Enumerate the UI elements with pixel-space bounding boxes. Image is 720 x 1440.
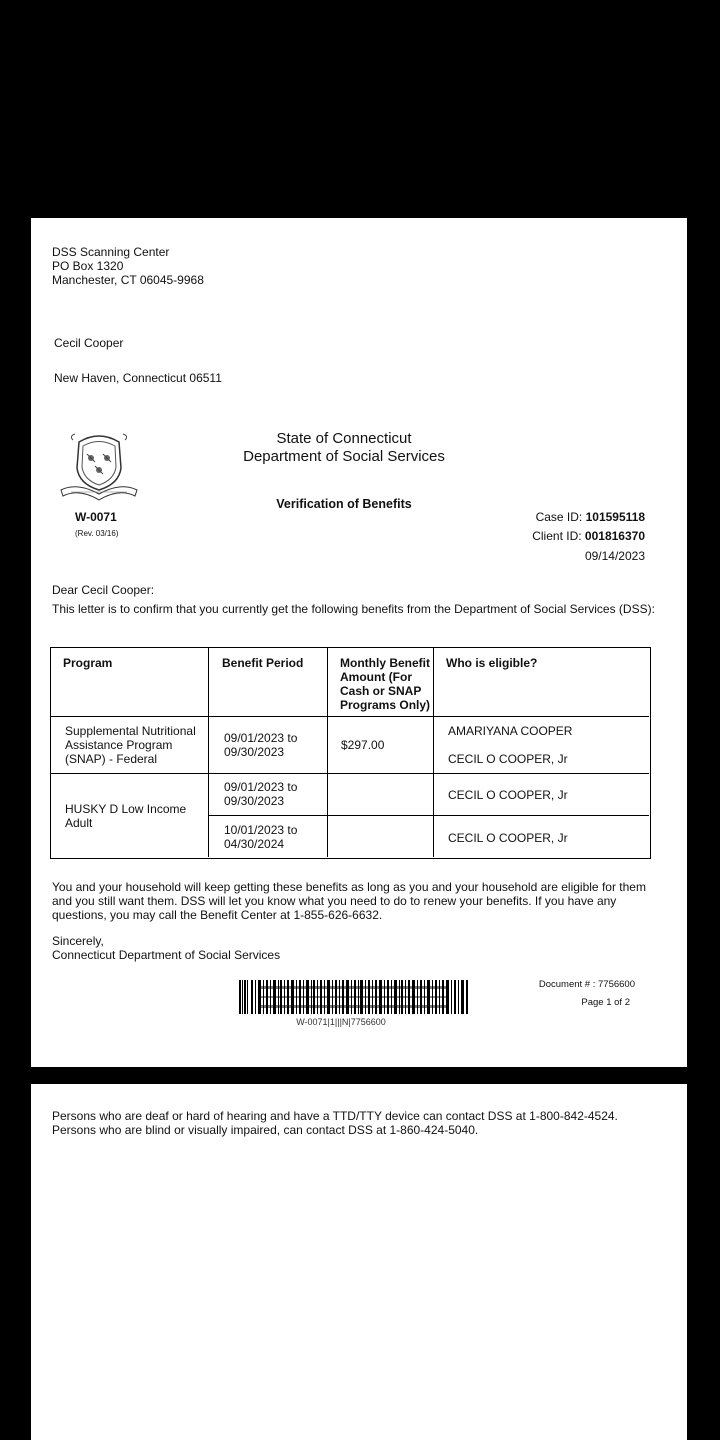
sender-po-box: PO Box 1320 bbox=[52, 259, 124, 273]
husky-program: HUSKY D Low Income Adult bbox=[65, 802, 187, 830]
client-id bbox=[532, 529, 645, 543]
form-number: W-0071 bbox=[75, 510, 117, 524]
tty-contact: Persons who are deaf or hard of hearing and have a TTD/TTY device can contact DSS at 1-800-842-4524. bbox=[52, 1109, 618, 1123]
benefits-table bbox=[50, 647, 651, 859]
intro-text: This letter is to confirm that you currently get the following benefits from the Department of Social Services (DSS): bbox=[52, 602, 655, 616]
header-monthly-amount: Monthly Benefit Amount (For Cash or SNAP Programs Only) bbox=[340, 656, 431, 712]
barcode-caption: W-0071|1|||N|7756600 bbox=[296, 1017, 386, 1027]
header-benefit-period: Benefit Period bbox=[222, 656, 304, 670]
client-id-value: 001816370 bbox=[584, 529, 645, 543]
letter-page-2 bbox=[31, 1084, 687, 1440]
snap-period: 09/01/2023 to 09/30/2023 bbox=[224, 731, 298, 759]
recipient-city: New Haven, Connecticut 06511 bbox=[54, 371, 222, 385]
client-id-label: Client ID: bbox=[532, 529, 582, 543]
snap-eligible-1: AMARIYANA COOPER bbox=[448, 724, 573, 738]
department-heading: Department of Social Services bbox=[243, 448, 445, 465]
salutation: Dear Cecil Cooper: bbox=[52, 583, 155, 597]
case-id bbox=[536, 510, 645, 524]
connecticut-seal-icon bbox=[57, 432, 141, 502]
closing-signature: Connecticut Department of Social Services bbox=[52, 948, 281, 962]
document-number: Document # : 7756600 bbox=[538, 979, 635, 990]
letter-date: 09/14/2023 bbox=[584, 549, 645, 563]
sender-city: Manchester, CT 06045-9968 bbox=[52, 273, 204, 287]
snap-amount: $297.00 bbox=[341, 738, 385, 752]
snap-program: Supplemental Nutritional Assistance Program (SNAP) - Federal bbox=[65, 724, 196, 766]
header-who-eligible: Who is eligible? bbox=[446, 656, 538, 670]
page-number: Page 1 of 2 bbox=[581, 997, 630, 1008]
letter-page-1 bbox=[31, 218, 687, 1067]
header-program: Program bbox=[63, 656, 113, 670]
husky-eligible-1: CECIL O COOPER, Jr bbox=[448, 788, 568, 802]
sender-name: DSS Scanning Center bbox=[52, 245, 170, 259]
closing-sincerely: Sincerely, bbox=[52, 934, 104, 948]
barcode-icon bbox=[239, 980, 469, 1016]
husky-period-2: 10/01/2023 to 04/30/2024 bbox=[224, 823, 298, 851]
husky-period-1: 09/01/2023 to 09/30/2023 bbox=[224, 780, 298, 808]
visually-impaired-contact: Persons who are blind or visually impaired, can contact DSS at 1-860-424-5040. bbox=[52, 1123, 479, 1137]
state-heading: State of Connecticut bbox=[276, 430, 412, 447]
husky-eligible-2: CECIL O COOPER, Jr bbox=[448, 831, 568, 845]
recipient-name: Cecil Cooper bbox=[54, 336, 124, 350]
letter-title: Verification of Benefits bbox=[276, 497, 412, 511]
case-id-label: Case ID: bbox=[535, 510, 583, 524]
form-revision: (Rev. 03/16) bbox=[75, 529, 119, 538]
case-id-value: 101595118 bbox=[585, 510, 645, 524]
snap-eligible-2: CECIL O COOPER, Jr bbox=[448, 752, 568, 766]
body-paragraph: You and your household will keep getting these benefits as long as you and your household are eligible for them and you still want them. DSS will let you know what you need to do to renew your benefits. If you have any questions, you may call the Benefit Center at 1-855-626-6632. bbox=[52, 880, 646, 922]
